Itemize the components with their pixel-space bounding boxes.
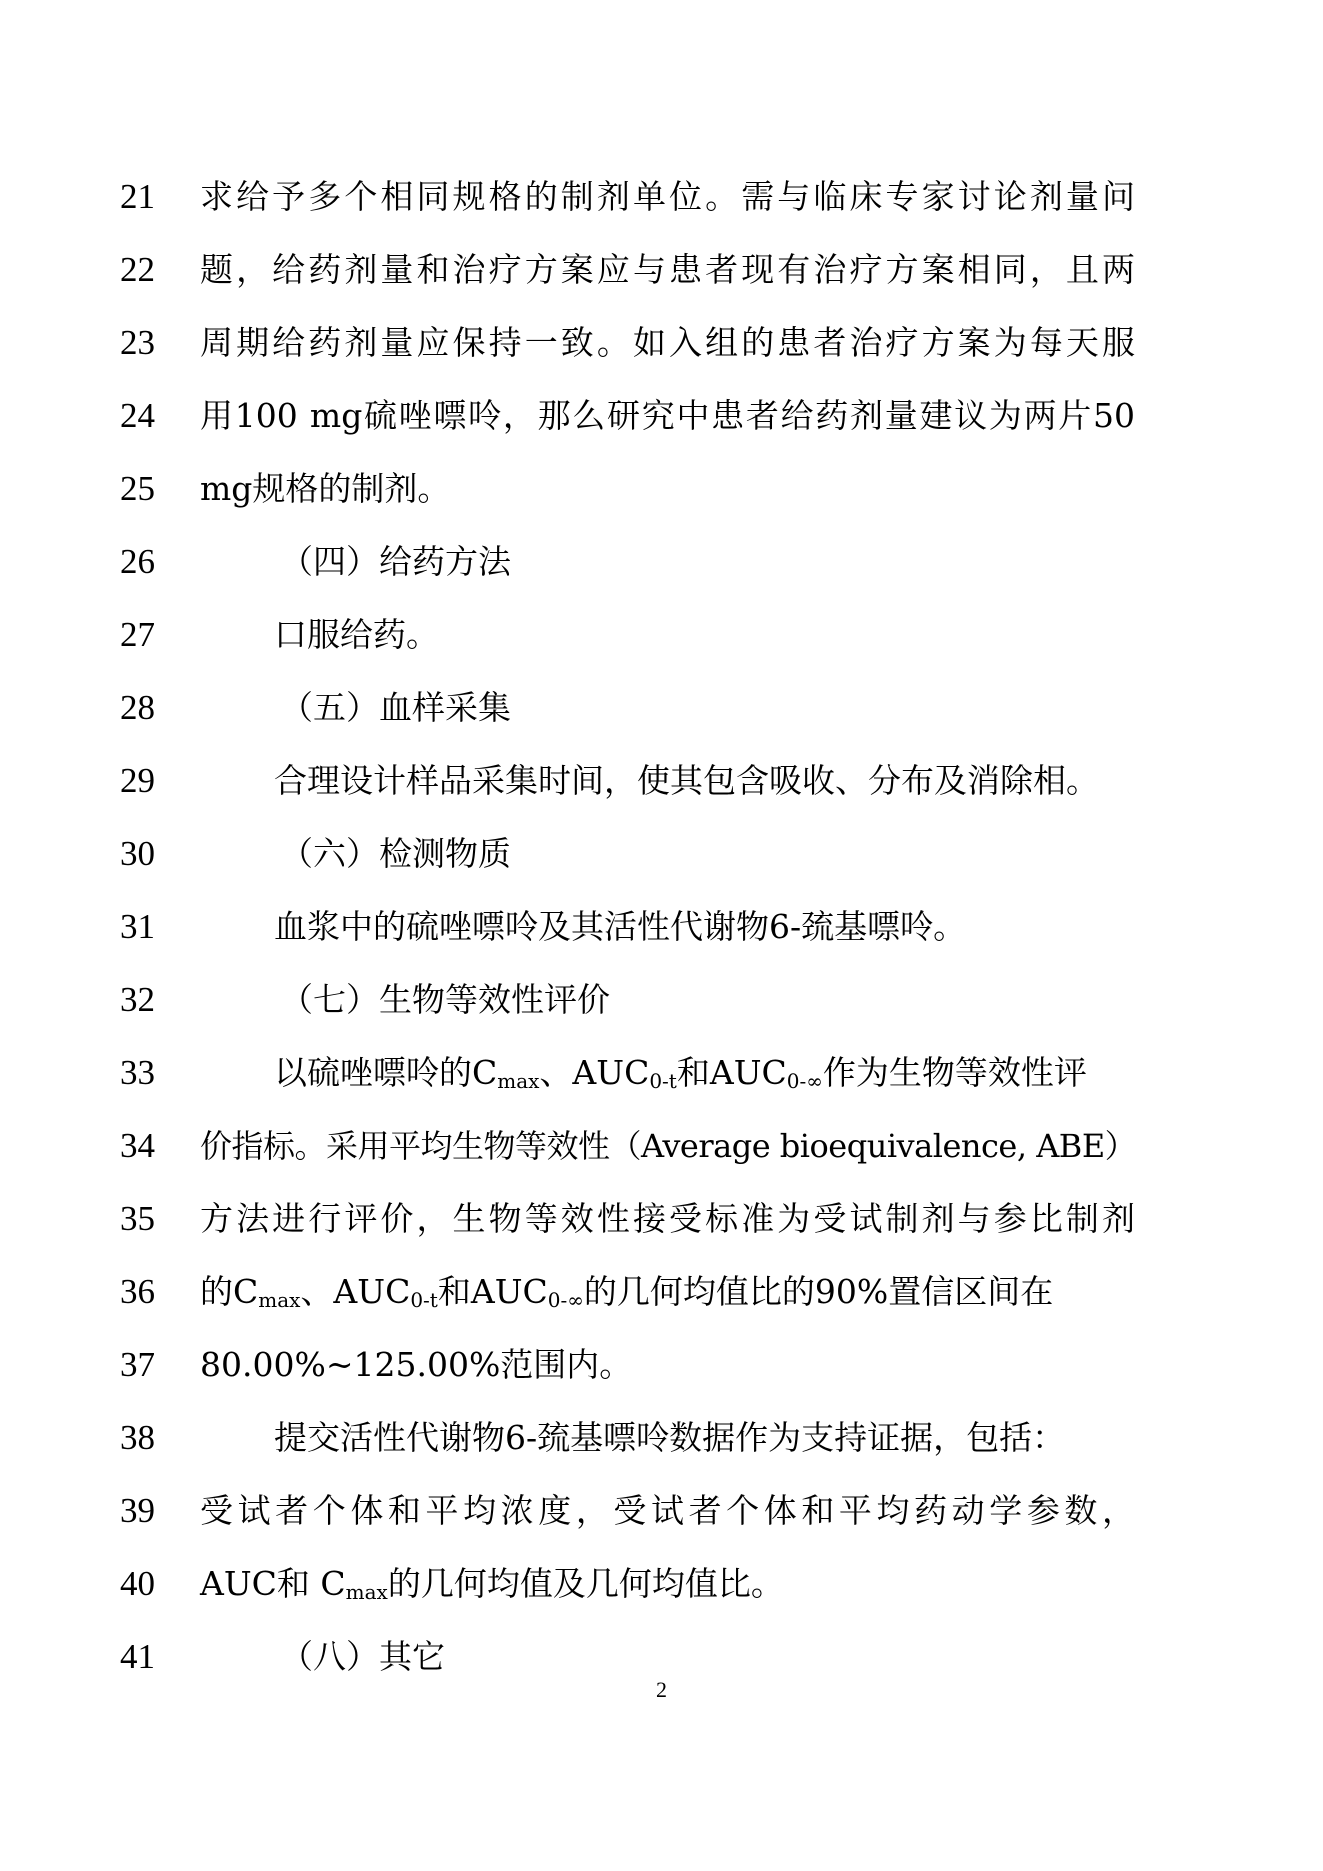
line-number: 24: [120, 396, 155, 435]
line-text: 80.00%~125.00%范围内。: [200, 1345, 633, 1384]
text-line: [0, 817, 1323, 891]
line-number: 26: [120, 542, 155, 581]
line-text: 合理设计样品采集时间，使其包含吸收、分布及消除相。: [274, 761, 1099, 800]
text-line: [0, 1474, 1323, 1548]
line-text: 口服给药。: [274, 615, 439, 654]
text-run: 的几何均值比的90%置信区间在: [583, 1272, 1054, 1311]
text-run: 作为生物等效性评: [822, 1053, 1087, 1092]
line-number: 21: [120, 177, 155, 216]
text-line: [0, 1401, 1323, 1475]
subscript: 0-t: [649, 1069, 677, 1093]
line-number: 34: [120, 1126, 155, 1165]
text-line: [0, 1255, 1323, 1329]
text-line: [0, 306, 1323, 380]
subscript: 0-t: [410, 1288, 438, 1312]
line-text: mg规格的制剂。: [200, 469, 451, 508]
line-number: 38: [120, 1418, 155, 1457]
line-text: 价指标。采用平均生物等效性（Average bioequivalence, ABE）: [200, 1127, 1137, 1165]
line-text: 周期给药剂量应保持一致。如入组的患者治疗方案为每天服: [200, 323, 1135, 362]
text-run: 以硫唑嘌呤的C: [274, 1053, 498, 1092]
line-number: 27: [120, 615, 155, 654]
text-line: [0, 1109, 1323, 1183]
text-line: [0, 1328, 1323, 1402]
line-number: 36: [120, 1272, 155, 1311]
text-run: 的几何均值及几何均值比。: [387, 1564, 784, 1603]
text-run: 、AUC: [300, 1272, 411, 1311]
text-line: [0, 233, 1323, 307]
line-number: 39: [120, 1491, 155, 1530]
line-number: 30: [120, 834, 155, 873]
text-line: [0, 379, 1323, 453]
text-line: [0, 1547, 1323, 1621]
page-number: 2: [656, 1677, 667, 1702]
text-line: [0, 598, 1323, 672]
line-number: 29: [120, 761, 155, 800]
text-line: [0, 890, 1323, 964]
text-line: [0, 452, 1323, 526]
text-line: [0, 1182, 1323, 1256]
line-number: 31: [120, 907, 155, 946]
text-line: [0, 671, 1323, 745]
text-run: AUC和 C: [200, 1564, 346, 1603]
line-number: 33: [120, 1053, 155, 1092]
line-number: 35: [120, 1199, 155, 1238]
line-text: [274, 1036, 1135, 1110]
text-line: [0, 160, 1323, 234]
subscript: 0-∞: [547, 1288, 584, 1312]
line-number: 40: [120, 1564, 155, 1603]
line-number: 22: [120, 250, 155, 289]
line-number: 23: [120, 323, 155, 362]
line-number: 28: [120, 688, 155, 727]
line-text: [200, 1547, 1135, 1621]
subscript: max: [258, 1288, 301, 1312]
text-run: 、AUC: [539, 1053, 650, 1092]
line-number: 37: [120, 1345, 155, 1384]
text-run: 的C: [200, 1272, 259, 1311]
line-number: 41: [120, 1637, 155, 1676]
text-line: [0, 525, 1323, 599]
section-heading: （八）其它: [280, 1637, 445, 1676]
line-text: 题，给药剂量和治疗方案应与患者现有治疗方案相同，且两: [200, 250, 1135, 289]
line-text: 用100 mg硫唑嘌呤，那么研究中患者给药剂量建议为两片50: [200, 396, 1135, 435]
line-text: 求给予多个相同规格的制剂单位。需与临床专家讨论剂量问: [200, 177, 1135, 216]
section-heading: （六）检测物质: [280, 834, 511, 873]
section-heading: （四）给药方法: [280, 542, 511, 581]
subscript: 0-∞: [786, 1069, 823, 1093]
text-line: [0, 963, 1323, 1037]
line-text: 提交活性代谢物6-巯基嘌呤数据作为支持证据，包括：: [274, 1418, 1066, 1457]
section-heading: （七）生物等效性评价: [280, 980, 610, 1019]
line-text: 受试者个体和平均浓度，受试者个体和平均药动学参数，: [200, 1491, 1135, 1530]
text-run: 和AUC: [437, 1272, 548, 1311]
line-text: 血浆中的硫唑嘌呤及其活性代谢物6-巯基嘌呤。: [274, 907, 967, 946]
line-text: 方法进行评价，生物等效性接受标准为受试制剂与参比制剂: [200, 1199, 1135, 1238]
line-number: 32: [120, 980, 155, 1019]
subscript: max: [345, 1580, 388, 1604]
subscript: max: [497, 1069, 540, 1093]
section-heading: （五）血样采集: [280, 688, 511, 727]
text-line: [0, 1036, 1323, 1110]
text-run: 和AUC: [676, 1053, 787, 1092]
text-line: [0, 744, 1323, 818]
line-text: [200, 1255, 1135, 1329]
line-number: 25: [120, 469, 155, 508]
